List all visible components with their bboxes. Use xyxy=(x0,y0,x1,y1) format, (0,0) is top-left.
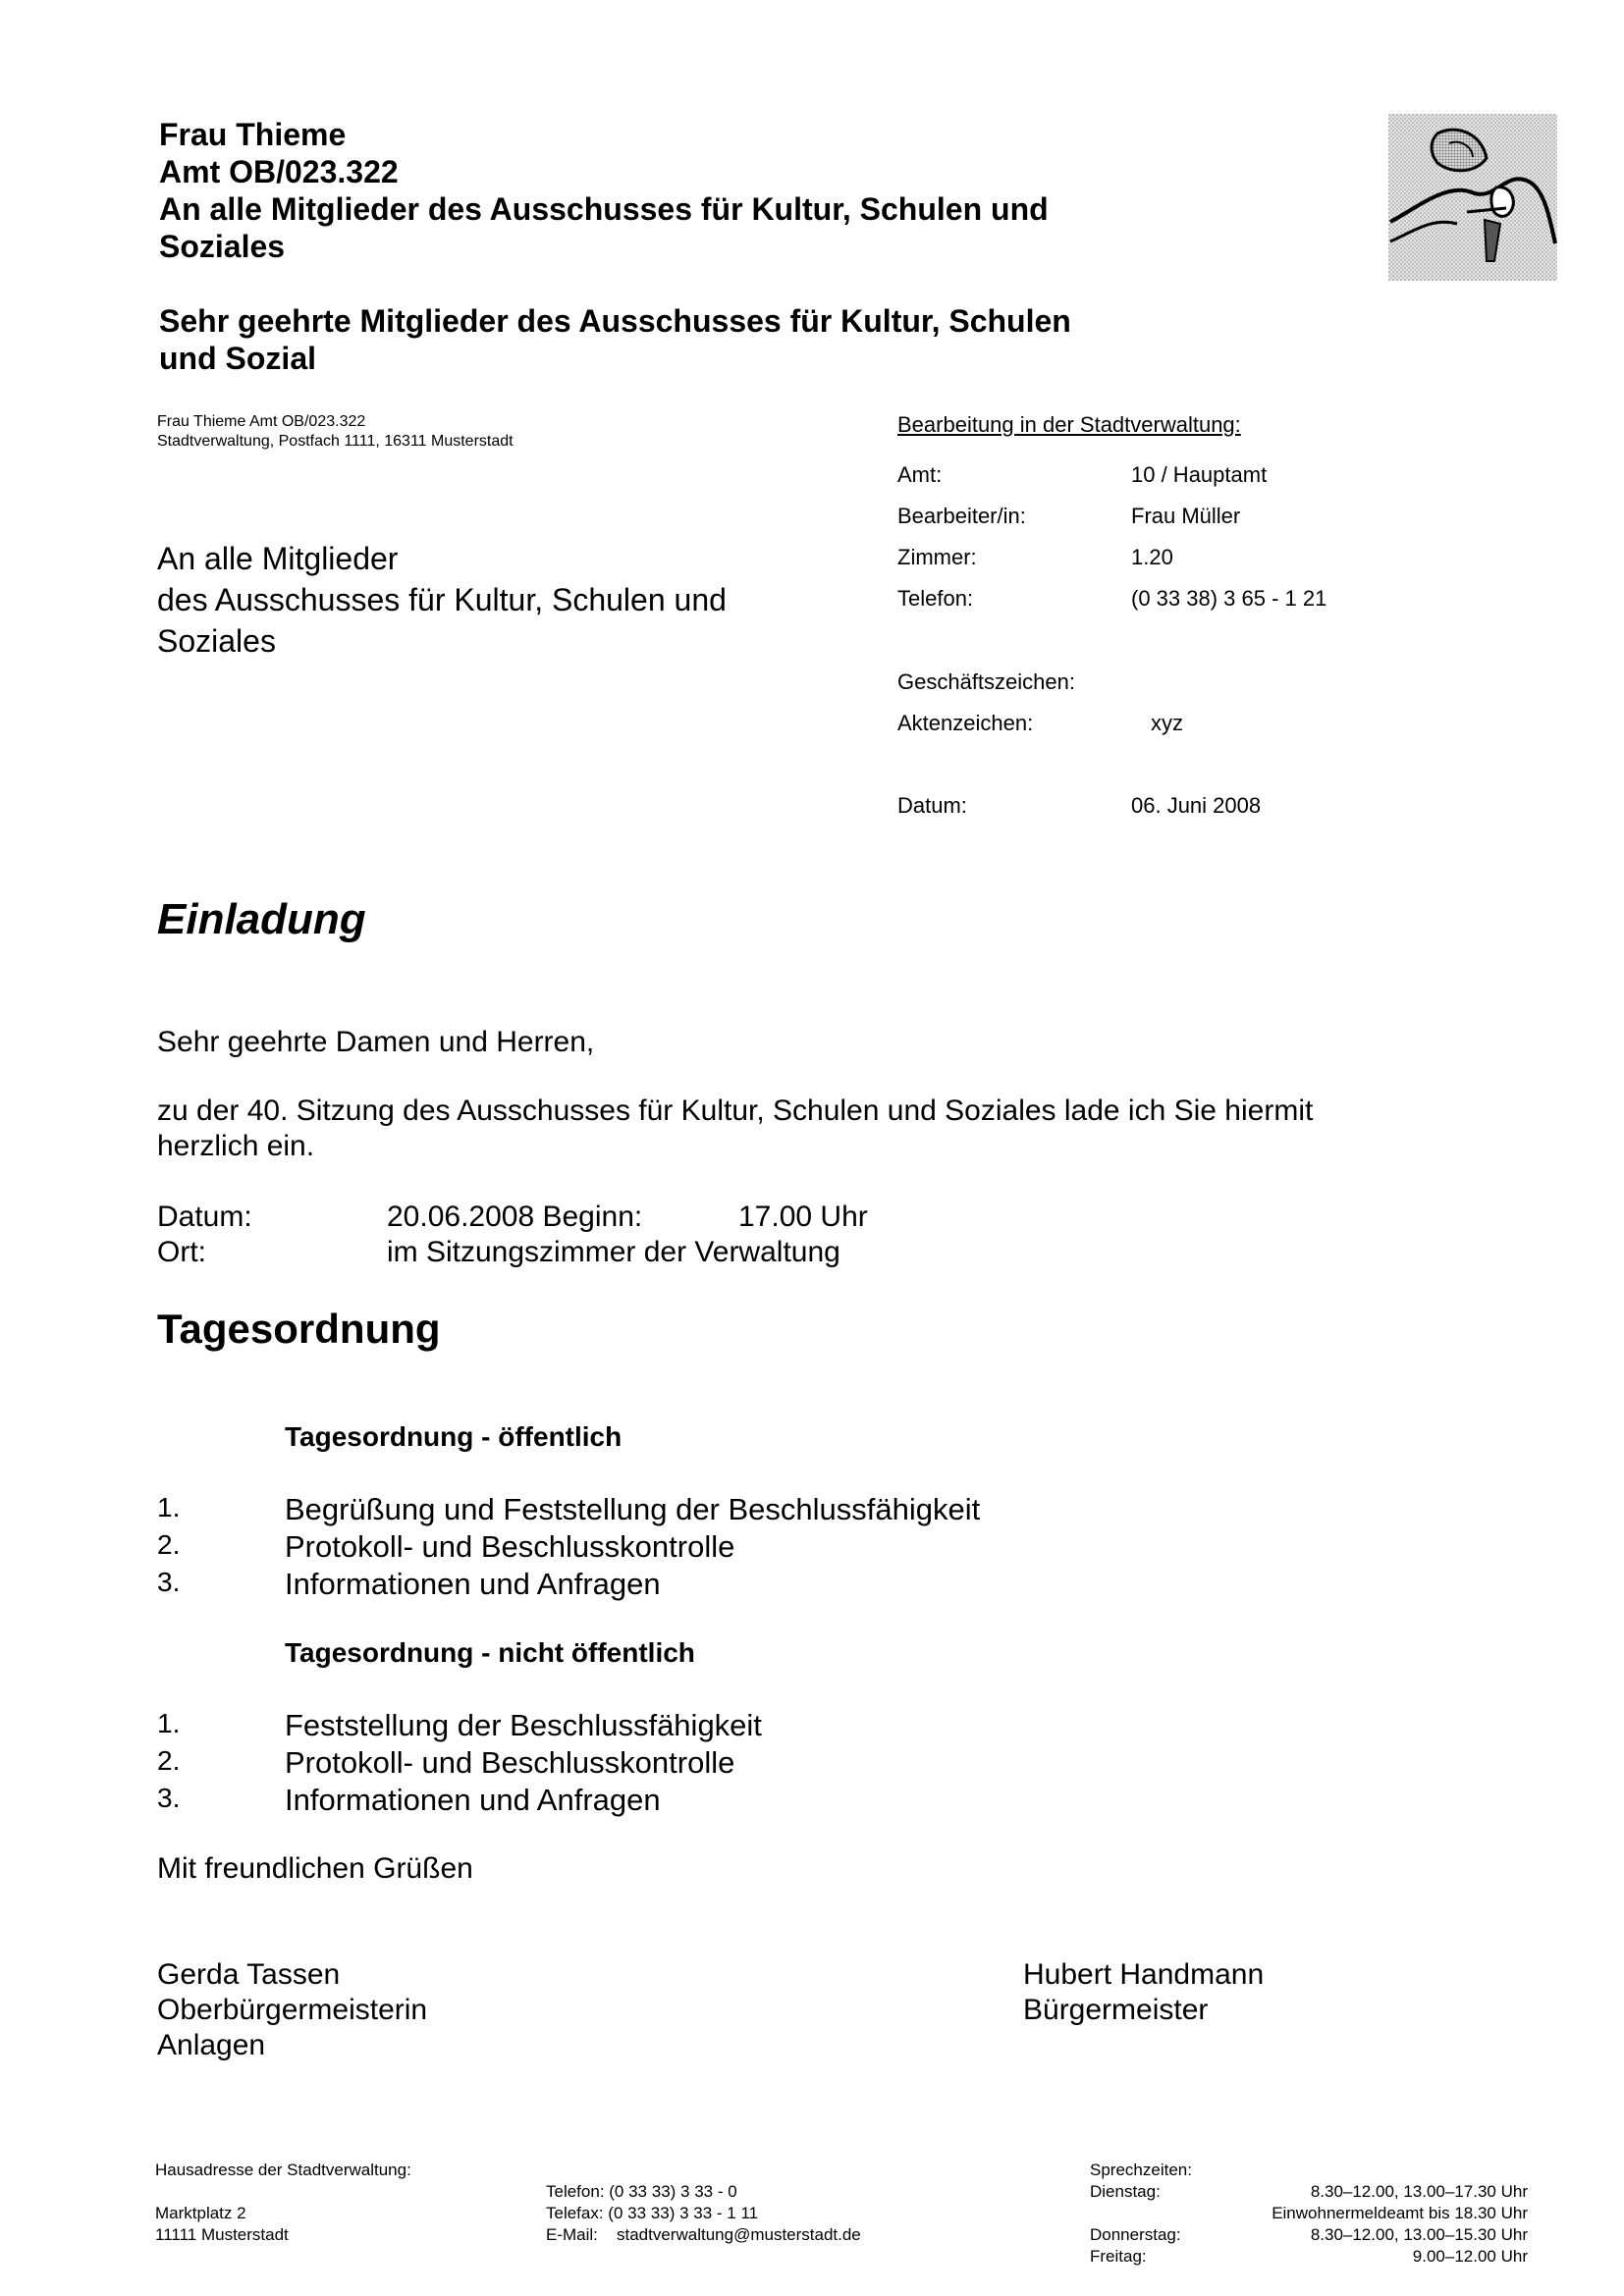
agenda-item-number: 3. xyxy=(157,1783,181,1813)
info-value-amt: 10 / Hauptamt xyxy=(1131,462,1268,487)
info-value-datum: 06. Juni 2008 xyxy=(1131,793,1262,818)
agenda-item-number: 3. xyxy=(157,1567,181,1597)
info-value-zimmer: 1.20 xyxy=(1131,545,1173,569)
header-line: Amt OB/023.322 xyxy=(159,154,399,189)
footer-email-label: E-Mail: xyxy=(546,2225,598,2244)
footer-fax: Telefax: (0 33 33) 3 33 - 1 11 xyxy=(546,2204,759,2222)
recipient-line: An alle Mitglieder xyxy=(157,541,399,576)
footer-hours-day: Freitag: xyxy=(1090,2247,1147,2266)
time-value: 17.00 Uhr xyxy=(738,1201,868,1233)
info-label-aktenzeichen: Aktenzeichen: xyxy=(897,711,1034,735)
recipient-address xyxy=(157,538,727,662)
info-label-bearbeiter: Bearbeiter/in: xyxy=(897,504,1026,528)
agenda-public-title: Tagesordnung - öffentlich xyxy=(285,1421,623,1452)
recipient-line: Soziales xyxy=(157,623,276,659)
agenda-item: Informationen und Anfragen xyxy=(285,1567,661,1601)
footer-city: 11111 Musterstadt xyxy=(155,2225,289,2244)
agenda-item: Protokoll- und Beschlusskontrolle xyxy=(285,1745,735,1780)
datum-value: 20.06.2008 Beginn: xyxy=(387,1201,643,1233)
footer-hours-day: Donnerstag: xyxy=(1090,2225,1181,2244)
agenda-item-number: 1. xyxy=(157,1708,181,1738)
info-label-zimmer: Zimmer: xyxy=(897,545,977,569)
footer-hours-label: Sprechzeiten: xyxy=(1090,2161,1192,2179)
info-value-telefon: (0 33 38) 3 65 - 1 21 xyxy=(1131,586,1327,611)
salutation-block xyxy=(159,302,1141,377)
info-value-aktenzeichen: xyz xyxy=(1151,711,1183,735)
footer-hours-day: Dienstag: xyxy=(1090,2182,1161,2201)
intro-line-2: herzlich ein. xyxy=(157,1130,315,1162)
footer-hours-time: 8.30–12.00, 13.00–17.30 Uhr xyxy=(1310,2182,1528,2201)
agenda-private-title: Tagesordnung - nicht öffentlich xyxy=(285,1637,695,1668)
letter-title: Einladung xyxy=(157,895,366,943)
agenda-item-number: 1. xyxy=(157,1492,181,1522)
agenda-item-number: 2. xyxy=(157,1529,181,1560)
info-heading: Bearbeitung in der Stadtverwaltung: xyxy=(897,412,1241,437)
info-value-bearbeiter: Frau Müller xyxy=(1131,504,1241,528)
signatory-left-name: Gerda Tassen xyxy=(157,1958,341,1991)
agenda-title: Tagesordnung xyxy=(157,1306,441,1352)
sender-line-2: Stadtverwaltung, Postfach 1111, 16311 Musterstadt xyxy=(157,433,514,450)
footer-street: Marktplatz 2 xyxy=(155,2204,246,2222)
ort-label: Ort: xyxy=(157,1236,206,1268)
recipient-line: des Ausschusses für Kultur, Schulen und xyxy=(157,582,727,617)
attachments-label: Anlagen xyxy=(157,2029,266,2061)
info-label-telefon: Telefon: xyxy=(897,586,974,611)
footer-phone: Telefon: (0 33 33) 3 33 - 0 xyxy=(546,2182,737,2201)
footer-email[interactable]: stadtverwaltung@musterstadt.de xyxy=(617,2225,861,2244)
agenda-item: Protokoll- und Beschlusskontrolle xyxy=(285,1529,735,1564)
ort-value: im Sitzungszimmer der Verwaltung xyxy=(387,1236,840,1268)
signatory-right-role: Bürgermeister xyxy=(1023,1994,1209,2026)
header-line: Frau Thieme xyxy=(159,117,347,152)
header-block xyxy=(159,116,1141,265)
signatory-right-name: Hubert Handmann xyxy=(1023,1958,1265,1991)
header-line: An alle Mitglieder des Ausschusses für Kultur, Schulen und xyxy=(159,191,1049,227)
footer-address-label: Hausadresse der Stadtverwaltung: xyxy=(155,2161,411,2179)
header-line: Soziales xyxy=(159,229,286,264)
info-label-datum: Datum: xyxy=(897,793,967,818)
salutation-line: Sehr geehrte Mitglieder des Ausschusses für Kultur, Schulen xyxy=(159,303,1071,339)
sender-address xyxy=(157,412,514,452)
greeting: Sehr geehrte Damen und Herren, xyxy=(157,1026,595,1058)
datum-label: Datum: xyxy=(157,1201,252,1233)
salutation-line: und Sozial xyxy=(159,341,316,376)
footer-hours-time: 8.30–12.00, 13.00–15.30 Uhr xyxy=(1310,2225,1528,2244)
sender-line-1: Frau Thieme Amt OB/023.322 xyxy=(157,413,366,430)
closing-text: Mit freundlichen Grüßen xyxy=(157,1852,473,1885)
city-logo xyxy=(1388,114,1557,281)
agenda-item-number: 2. xyxy=(157,1745,181,1776)
info-label-geschaeftszeichen: Geschäftszeichen: xyxy=(897,669,1075,694)
agenda-item: Feststellung der Beschlussfähigkeit xyxy=(285,1708,762,1742)
signatory-left-role: Oberbürgermeisterin xyxy=(157,1994,428,2026)
footer-hours-time: 9.00–12.00 Uhr xyxy=(1412,2247,1528,2266)
agenda-item: Informationen und Anfragen xyxy=(285,1783,661,1817)
agenda-item: Begrüßung und Feststellung der Beschlussfähigkeit xyxy=(285,1492,981,1526)
intro-line-1: zu der 40. Sitzung des Ausschusses für Kultur, Schulen und Soziales lade ich Sie hiermit xyxy=(157,1095,1314,1127)
info-label-amt: Amt: xyxy=(897,462,943,487)
footer-hours-time: Einwohnermeldeamt bis 18.30 Uhr xyxy=(1272,2204,1528,2222)
intro-text xyxy=(157,1094,1313,1164)
